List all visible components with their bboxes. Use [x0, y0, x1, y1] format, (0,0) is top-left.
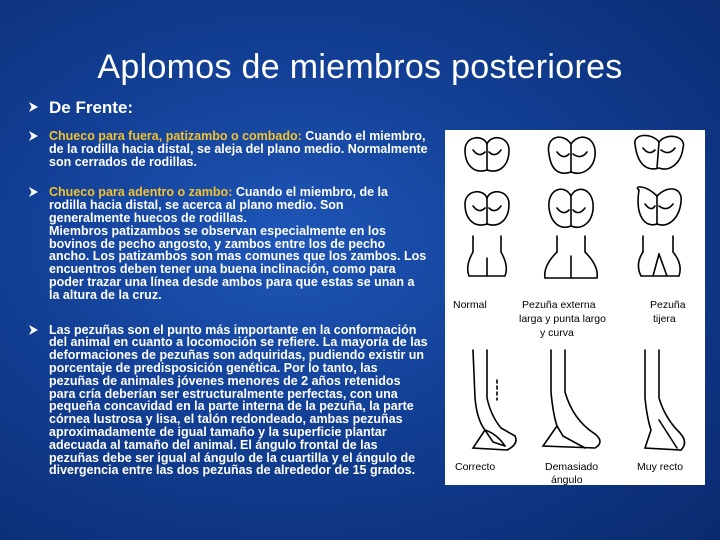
chueco-fuera-term: Chueco para fuera, patizambo o combado:	[49, 129, 302, 143]
chueco-dentro-definition: Cuando el miembro, de la rodilla hacia distal, se acerca al plano medio. Son generalmente huecos de rodillas.	[49, 185, 388, 225]
bullet-chueco-dentro	[28, 186, 428, 301]
hoof-front-tijera-icon	[638, 236, 680, 276]
label-externa-line3: y curva	[540, 327, 574, 339]
label-demasiado-line1: Demasiado	[545, 461, 599, 473]
hoof-front-normal-icon	[468, 236, 507, 276]
hoof-sole-externa-row1-icon	[548, 137, 595, 173]
leg-side-muy-recto-icon	[645, 350, 685, 450]
arrow-bullet-icon	[28, 187, 38, 197]
bullet-de-frente	[28, 98, 428, 118]
hoof-sole-tijera-row1-icon	[635, 135, 684, 169]
hoof-sole-externa-row2-icon	[549, 189, 593, 227]
arrow-bullet-icon	[28, 102, 38, 112]
slide-title: Aplomos de miembros posteriores	[97, 48, 623, 86]
pezunas-paragraph: Las pezuñas son el punto más importante en la conformación del animal en cuanto a locomoción se refiere. La mayoría de las deformaciones de pezuñas son adquiridas, pudiendo existir un porcentaje de predisposición genética. Por lo tanto, las pezuñas de animales jóvenes menores de 2 años retenidos para cría deberían ser estructuralmente perfectas, con una pequeña concavidad en la parte interna de la pezuña, la parte córnea lustrosa y lisa, el talón redondeado, ambas pezuñas aproximadamente de igual tamaño y la superficie plantar adecuada al tamaño del animal. El ángulo frontal de las pezuñas debe ser igual al ángulo de la cuartilla y el ángulo de divergencia entre las dos pezuñas de alrededor de 15 grados.	[49, 322, 428, 478]
label-correcto: Correcto	[455, 461, 496, 473]
arrow-bullet-icon	[28, 325, 38, 335]
leg-side-demasiado-icon	[543, 350, 600, 448]
label-normal: Normal	[453, 299, 487, 311]
arrow-bullet-icon	[28, 131, 38, 141]
hoof-illustration	[445, 130, 705, 485]
hoof-sole-normal-row2-icon	[465, 192, 509, 225]
hoof-sole-tijera-row2-icon	[637, 187, 681, 225]
hoof-sole-normal-row1-icon	[465, 138, 509, 171]
label-tijera-line2: tijera	[653, 313, 676, 325]
bullet-list	[28, 98, 428, 477]
patizambos-paragraph: Miembros patizambos se observan especialmente en los bovinos de pecho angosto, y zambos entre los de pecho ancho. Los patizambos son mas comunes que los zambos. Los encuentros deben tener una buena inclinación, como para poder trazar una línea desde ambos para que estas se unan a la altura de la cruz.	[49, 223, 427, 302]
bullet-de-frente-text: De Frente:	[49, 98, 134, 117]
bullet-chueco-fuera	[28, 130, 428, 168]
hoof-front-externa-icon	[545, 236, 598, 278]
label-externa-line2: larga y punta largo	[519, 313, 606, 325]
label-muy-recto: Muy recto	[637, 461, 684, 473]
label-externa-line1: Pezuña externa	[522, 299, 596, 311]
label-demasiado-line2: ángulo	[551, 474, 583, 485]
chueco-dentro-term: Chueco para adentro o zambo:	[49, 185, 233, 200]
chueco-fuera-definition: Cuando el miembro, de la rodilla hacia distal, se aleja del plano medio. Normalmente son cerrados de rodillas.	[49, 129, 428, 169]
leg-side-correcto-icon	[473, 350, 516, 450]
label-tijera-line1: Pezuña	[650, 299, 686, 311]
bullet-pezunas	[28, 324, 428, 478]
